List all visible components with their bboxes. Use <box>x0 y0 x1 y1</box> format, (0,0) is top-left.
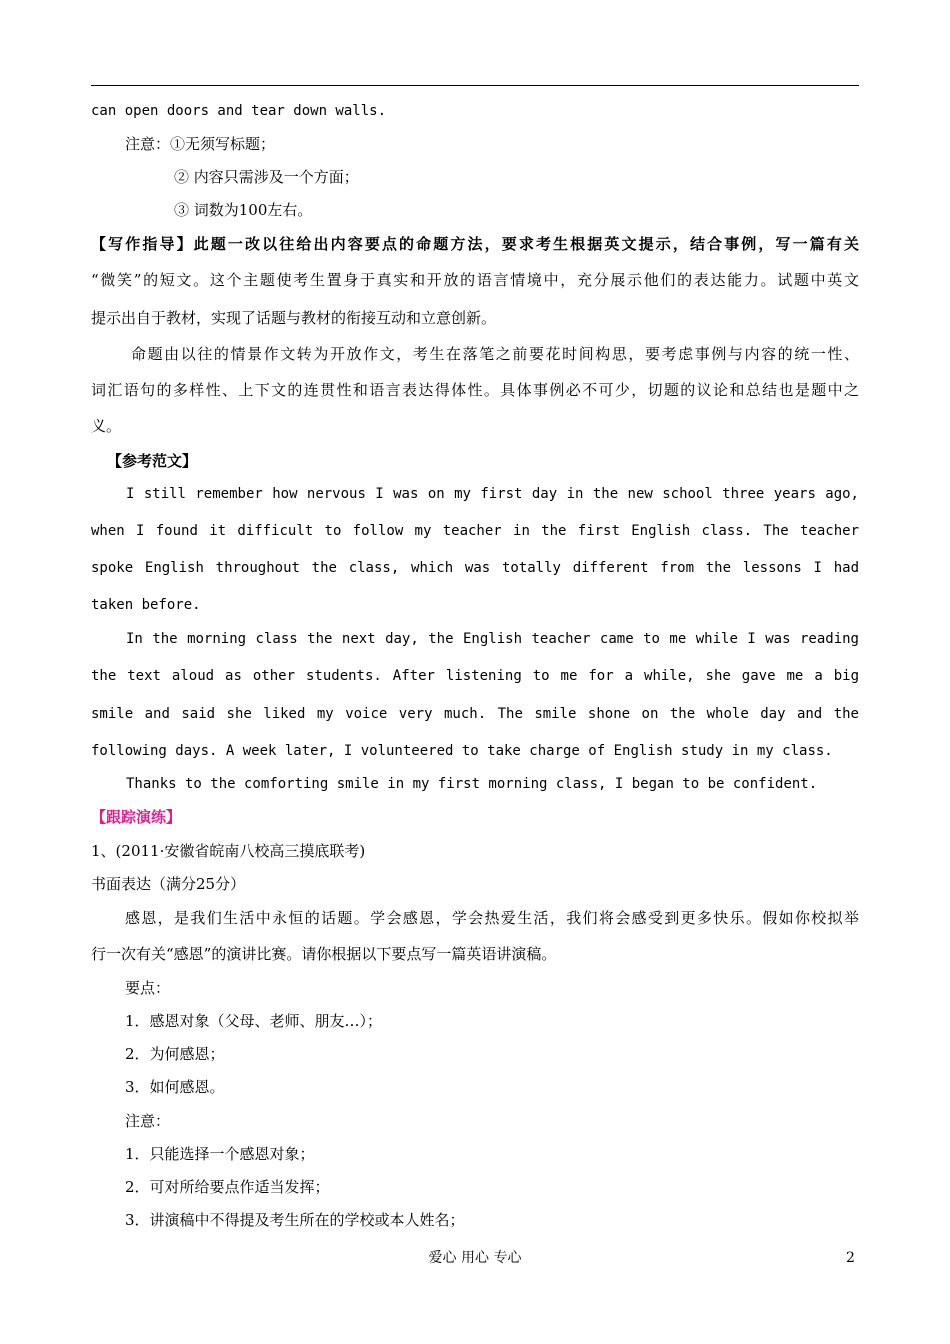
notes-heading: 注意： <box>125 1112 171 1130</box>
page-footer: 爱心 用心 专心 <box>428 1250 522 1266</box>
essay-line: when I found it difficult to follow my teacher in the first English class. The teacher <box>91 523 859 539</box>
points-heading: 要点： <box>125 979 171 997</box>
page-number: 2 <box>846 1250 855 1266</box>
point-item: 3．如何感恩。 <box>125 1078 225 1096</box>
practice-heading: 【跟踪演练】 <box>91 808 182 826</box>
essay-line: spoke English throughout the class, which was totally different from the lessons I had <box>91 560 859 576</box>
task-title: 书面表达（满分25分） <box>91 875 246 893</box>
note-item: ③ 词数为100左右。 <box>174 201 313 219</box>
note-item: 1．只能选择一个感恩对象； <box>125 1145 315 1163</box>
paragraph-line: 命题由以往的情景作文转为开放作文，考生在落笔之前要花时间构思，要考虑事例与内容的统一性、 <box>131 345 859 363</box>
paragraph-line: 义。 <box>91 417 122 435</box>
paragraph-line: “微笑”的短文。这个主题使考生置身于真实和开放的语言情境中，充分展示他们的表达能力。试题中英文 <box>91 271 859 289</box>
note-item: 2．可对所给要点作适当发挥； <box>125 1178 330 1196</box>
essay-line: taken before. <box>91 597 201 613</box>
essay-line: In the morning class the next day, the English teacher came to me while I was reading <box>126 631 859 647</box>
paragraph-line: 感恩，是我们生活中永恒的话题。学会感恩，学会热爱生活，我们将会感受到更多快乐。假如你校拟举 <box>125 909 859 927</box>
essay-line: following days. A week later, I volunteered to take charge of English study in my class. <box>91 743 833 759</box>
point-item: 2．为何感恩； <box>125 1045 225 1063</box>
note-item: 3．讲演稿中不得提及考生所在的学校或本人姓名； <box>125 1211 465 1229</box>
essay-line: the text aloud as other students. After listening to me for a while, she gave me a big <box>91 668 859 684</box>
paragraph-line: 行一次有关“感恩”的演讲比赛。请你根据以下要点写一篇英语讲演稿。 <box>91 945 557 963</box>
essay-prompt-end: can open doors and tear down walls. <box>91 103 387 119</box>
essay-line: Thanks to the comforting smile in my first morning class, I began to be confident. <box>126 776 818 792</box>
writing-guide <box>91 234 859 254</box>
sample-essay-heading: 【参考范文】 <box>107 452 198 470</box>
writing-guide-text: 【写作指导】此题一改以往给出内容要点的命题方法，要求考生根据英文提示，结合事例，写一篇有关 <box>91 235 859 253</box>
header-rule <box>91 85 859 86</box>
question-source: 1、(2011·安徽省皖南八校高三摸底联考) <box>91 842 366 860</box>
note-item: ② 内容只需涉及一个方面； <box>174 168 359 186</box>
essay-line: smile and said she liked my voice very much. The smile shone on the whole day and the <box>91 706 859 722</box>
paragraph-line: 提示出自于教材，实现了话题与教材的衔接互动和立意创新。 <box>91 309 497 327</box>
paragraph-line: 词汇语句的多样性、上下文的连贯性和语言表达得体性。具体事例必不可少，切题的议论和总结也是题中之 <box>91 381 859 399</box>
essay-line: I still remember how nervous I was on my first day in the new school three years ago, <box>126 486 859 502</box>
point-item: 1．感恩对象（父母、老师、朋友…）； <box>125 1012 383 1030</box>
note-heading: 注意：①无须写标题； <box>125 135 276 153</box>
